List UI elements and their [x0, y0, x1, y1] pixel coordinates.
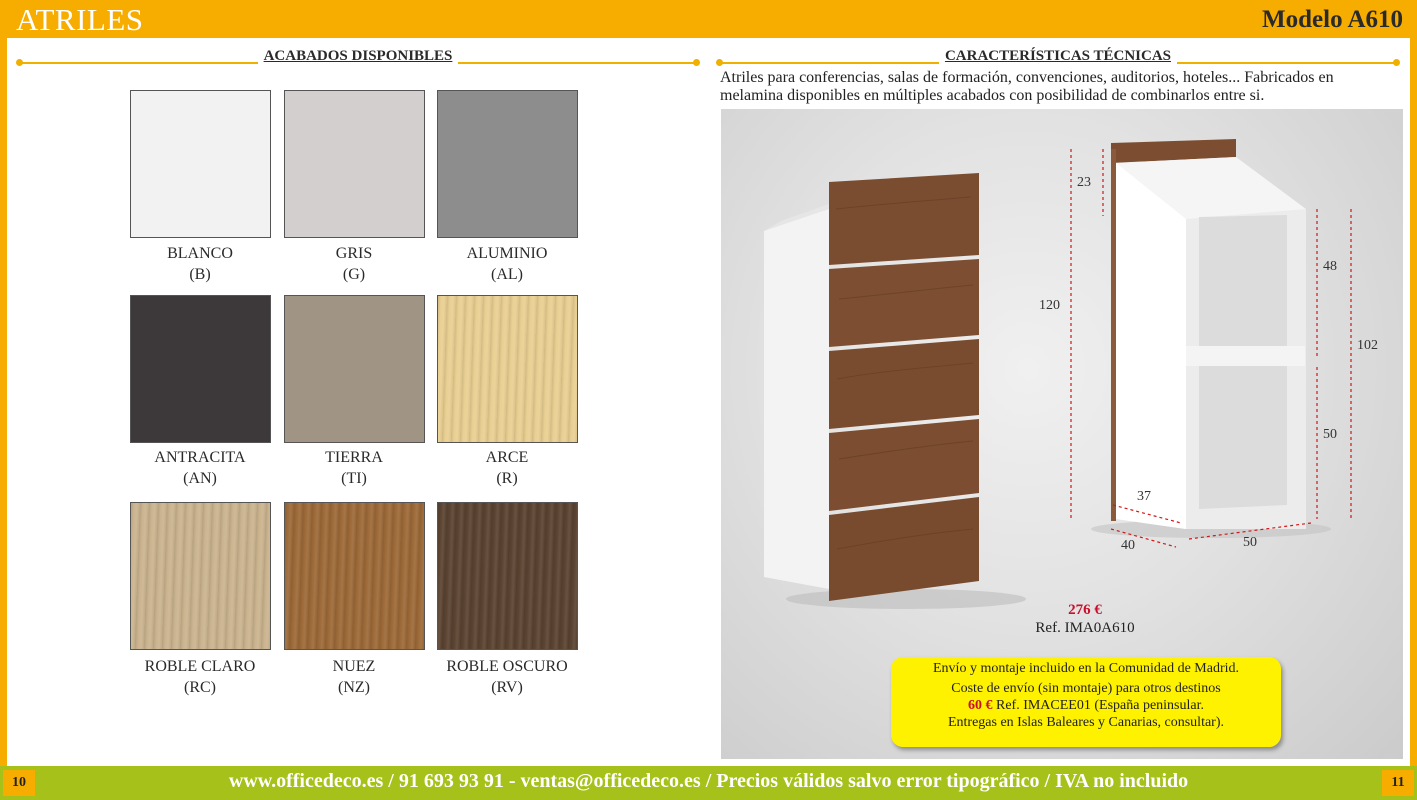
shipping-price: 60 €	[967, 698, 993, 713]
dim-width: 50	[1243, 535, 1257, 550]
swatch-tierra	[284, 295, 425, 443]
product-price: 276 €	[1068, 602, 1102, 618]
swatch-gris	[284, 90, 425, 238]
product-ref: Ref. IMA0A610	[1035, 620, 1135, 636]
caption-nuez: NUEZ (NZ)	[332, 658, 376, 696]
swatch-blanco	[130, 90, 271, 238]
shipping-line-4: Entregas en Islas Baleares y Canarias, consultar).	[947, 715, 1224, 730]
page-number-left: 10	[3, 770, 35, 796]
shipping-note	[891, 657, 1281, 747]
caption-gris: GRIS (G)	[335, 245, 373, 283]
swatch-arce	[437, 295, 578, 443]
dim-depth: 40	[1121, 538, 1135, 553]
swatch-aluminio	[437, 90, 578, 238]
dim-top: 23	[1077, 175, 1091, 190]
caption-roble-claro: ROBLE CLARO (RC)	[144, 658, 256, 696]
specs-heading	[716, 48, 1400, 70]
dim-total-height: 120	[1039, 298, 1060, 313]
caption-blanco: BLANCO (B)	[167, 245, 233, 283]
caption-antracita: ANTRACITA (AN)	[154, 449, 246, 487]
specs-heading-label: CARACTERÍSTICAS TÉCNICAS	[939, 48, 1177, 64]
shipping-line-1: Envío y montaje incluido en la Comunidad de Madrid.	[933, 661, 1239, 676]
caption-roble-oscuro: ROBLE OSCURO (RV)	[446, 658, 568, 696]
dim-lower: 50	[1323, 427, 1337, 442]
swatch-roble-claro	[130, 502, 271, 650]
section-title: ATRILES	[16, 2, 144, 37]
product-description: Atriles para conferencias, salas de formación, convenciones, auditorios, hoteles... Fabricados en melamina disponibles en múltiples acabados con posibilidad de combinarlos entre si.	[720, 69, 1334, 104]
right-rail	[1410, 38, 1417, 766]
caption-arce: ARCE (R)	[485, 449, 529, 487]
swatch-antracita	[130, 295, 271, 443]
caption-aluminio: ALUMINIO (AL)	[466, 245, 548, 283]
shipping-line-3: 60 € Ref. IMACEE01 (España peninsular.	[967, 698, 1204, 713]
caption-tierra: TIERRA (TI)	[325, 449, 383, 487]
model-title: Modelo A610	[1262, 6, 1403, 33]
wood-front-panels	[829, 173, 979, 601]
dim-upper: 48	[1323, 259, 1337, 274]
swatch-roble-oscuro	[437, 502, 578, 650]
page-number-right: 11	[1382, 770, 1414, 796]
finishes-heading-label: ACABADOS DISPONIBLES	[258, 48, 459, 64]
shipping-line-2: Coste de envío (sin montaje) para otros destinos	[951, 681, 1221, 696]
swatch-nuez	[284, 502, 425, 650]
dim-side-height: 102	[1357, 338, 1378, 353]
left-rail	[0, 38, 7, 766]
finishes-heading	[16, 48, 700, 70]
footer	[0, 766, 1417, 800]
top-bar	[0, 0, 1417, 38]
footer-contact: www.officedeco.es / 91 693 93 91 - ventas@officedeco.es / Precios válidos salvo error tipográfico / IVA no incluido	[228, 770, 1189, 792]
dim-depth-inner: 37	[1137, 489, 1151, 504]
